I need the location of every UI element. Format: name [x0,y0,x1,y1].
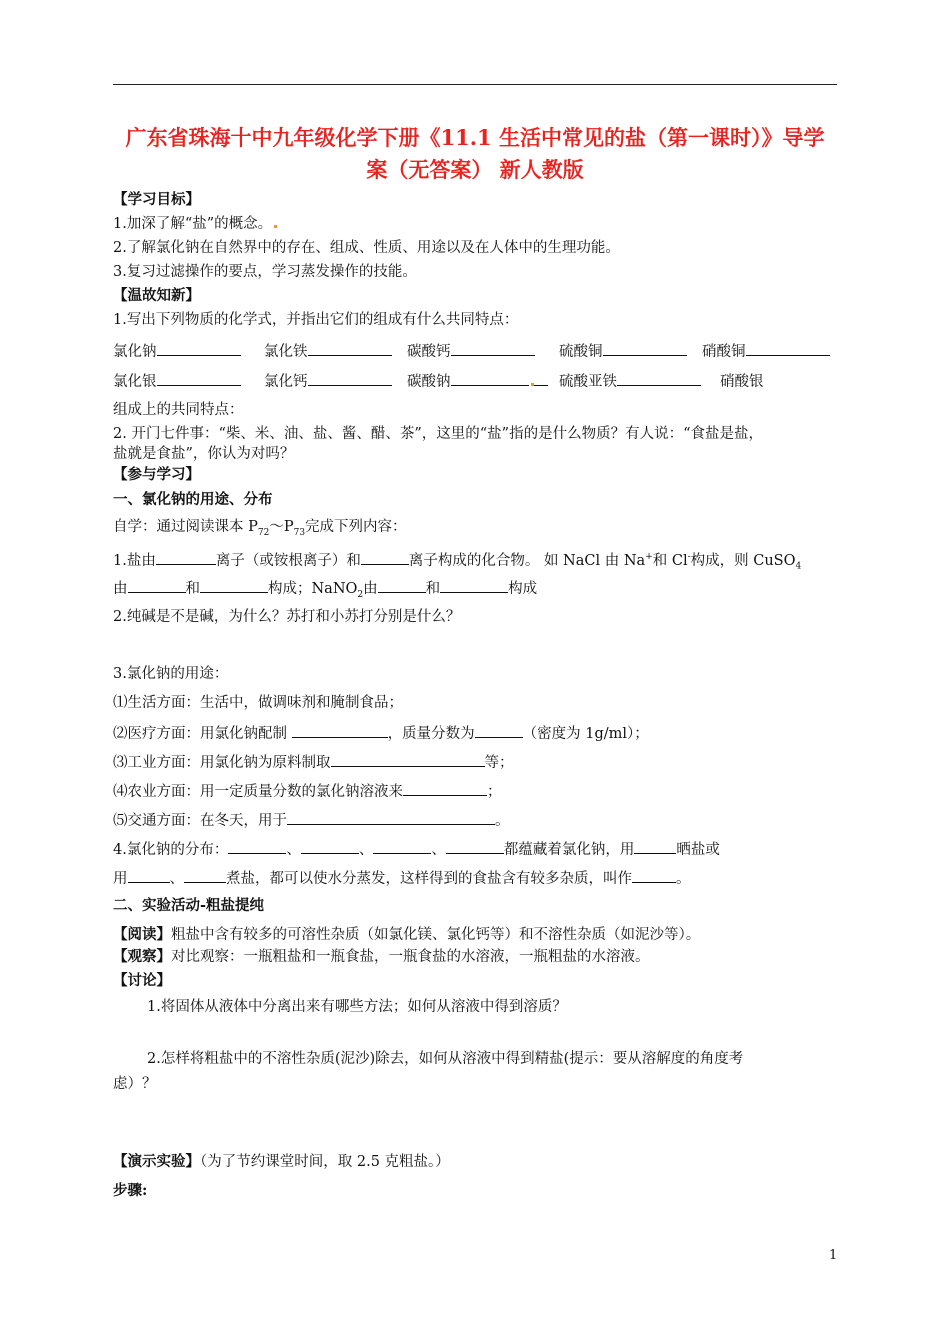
answer-blank[interactable] [184,867,226,883]
section2-title: 二、实验活动-粗盐提纯 [113,897,265,914]
p-q1-line1: 1.盐由 离子（或铵根离子）和 离子构成的化合物。 如 NaCl 由 Na+和 Cl-构成，则 CuSO$_4$ [113,547,801,577]
answer-blank[interactable] [603,340,687,356]
formula-item: 硝酸银 [720,374,764,390]
participate-header: 【参与学习】 [113,466,200,483]
p-q4-line2: 用 、 煮盐，都可以使水分蒸发，这样得到的食盐含有较多杂质，叫作 。 [113,867,691,889]
formula-item: 硫酸亚铁 [559,370,701,391]
title-line-2: 案（无答案） 新人教版 [366,157,584,182]
formula-item: 氯化钙 [264,370,392,391]
answer-blank[interactable] [440,577,508,593]
use-4: ⑷农业方面：用一定质量分数的氯化钠溶液来 ； [113,780,502,802]
answer-blank[interactable] [331,751,485,767]
answer-blank[interactable] [228,838,286,854]
discuss-header: 【讨论】 [113,972,171,989]
answer-blank[interactable] [156,549,216,565]
answer-blank[interactable] [301,838,359,854]
review-q2-line2: 盐就是食盐”，你认为对吗？ [113,446,295,462]
objectives-header: 【学习目标】 [113,191,200,208]
answer-blank[interactable] [451,370,529,386]
use-2: ⑵医疗方面：用氯化钠配制 ，质量分数为 （密度为 1g/ml）； [113,722,649,744]
answer-blank[interactable] [200,577,268,593]
formula-item: 碳酸钠 [407,370,548,391]
discuss-1: 1.将固体从液体中分离出来有哪些方法；如何从溶液中得到溶质？ [147,999,567,1015]
answer-blank[interactable] [378,577,426,593]
p-q2: 2.纯碱是不是碱，为什么？苏打和小苏打分别是什么？ [113,609,461,625]
answer-blank[interactable] [361,549,409,565]
top-rule [113,84,837,85]
stray-mark [274,225,277,228]
formula-item: 碳酸钙 [407,340,535,361]
answer-blank[interactable] [373,838,431,854]
answer-blank[interactable] [746,340,830,356]
answer-blank[interactable] [287,809,495,825]
answer-blank[interactable] [157,370,241,386]
answer-blank[interactable] [451,340,535,356]
objective-3: 3.复习过滤操作的要点，学习蒸发操作的技能。 [113,264,417,280]
formula-item: 氯化钠 [113,340,241,361]
answer-blank[interactable] [617,370,701,386]
formula-item: 硫酸铜 [559,340,687,361]
selfstudy-line: 自学：通过阅读课本 $P_{72}\sim P_{73}$完成下列内容： [113,519,407,538]
page-number: 1 [829,1248,838,1263]
read-line: 【阅读】粗盐中含有较多的可溶性杂质（如氯化镁、氯化钙等）和不溶性杂质（如泥沙等）。 [113,926,701,943]
use-3: ⑶工业方面：用氯化钠为原料制取 等； [113,751,514,773]
p-q1-line2: 由 和 构成；NaNO$_2$由 和 构成 [113,577,537,605]
title-line-1: 广东省珠海十中九年级化学下册《11.1 生活中常见的盐（第一课时）》导学 [125,125,825,150]
answer-blank[interactable] [632,867,676,883]
answer-blank[interactable] [157,340,241,356]
review-q1: 1.写出下列物质的化学式，并指出它们的组成有什么共同特点： [113,312,519,328]
document-title [113,122,837,186]
review-header: 【温故知新】 [113,287,200,304]
formula-item: 氯化铁 [264,340,392,361]
answer-blank[interactable] [128,577,186,593]
p-q3: 3.氯化钠的用途： [113,666,229,682]
use-1: ⑴生活方面：生活中，做调味剂和腌制食品； [113,695,403,711]
use-5: ⑸交通方面：在冬天，用于 。 [113,809,510,831]
review-q2-line1: 2. 开门七件事：“柴、米、油、盐、酱、醋、茶”，这里的“盐”指的是什么物质？有人说：“食盐是盐， [113,426,764,442]
answer-blank[interactable] [446,838,504,854]
p-q4-line1: 4.氯化钠的分布： 、 、 、 都蕴藏着氯化钠，用 晒盐或 [113,838,720,860]
answer-blank[interactable] [475,722,523,738]
answer-blank[interactable] [403,780,487,796]
objective-1: 1.加深了解“盐”的概念。 [113,214,277,234]
demo-line: 【演示实验】（为了节约课堂时间，取 2.5 克粗盐。） [113,1153,450,1170]
answer-blank[interactable] [634,838,676,854]
answer-blank[interactable] [534,370,548,386]
discuss-2-line1: 2.怎样将粗盐中的不溶性杂质(泥沙)除去，如何从溶液中得到精盐(提示：要从溶解度的角度考 [147,1051,744,1067]
formula-item: 氯化银 [113,370,241,391]
section1-title: 一、氯化钠的用途、分布 [113,491,273,508]
objective-2: 2.了解氯化钠在自然界中的存在、组成、性质、用途以及在人体中的生理功能。 [113,240,620,256]
answer-blank[interactable] [308,370,392,386]
answer-blank[interactable] [128,867,170,883]
answer-blank[interactable] [292,722,388,738]
review-common: 组成上的共同特点： [113,402,244,418]
observe-line: 【观察】对比观察：一瓶粗盐和一瓶食盐，一瓶食盐的水溶液，一瓶粗盐的水溶液。 [113,948,650,965]
discuss-2-line2: 虑）？ [113,1076,157,1092]
formula-item: 硝酸铜 [702,340,830,361]
steps-label: 步骤: [113,1182,148,1199]
answer-blank[interactable] [308,340,392,356]
